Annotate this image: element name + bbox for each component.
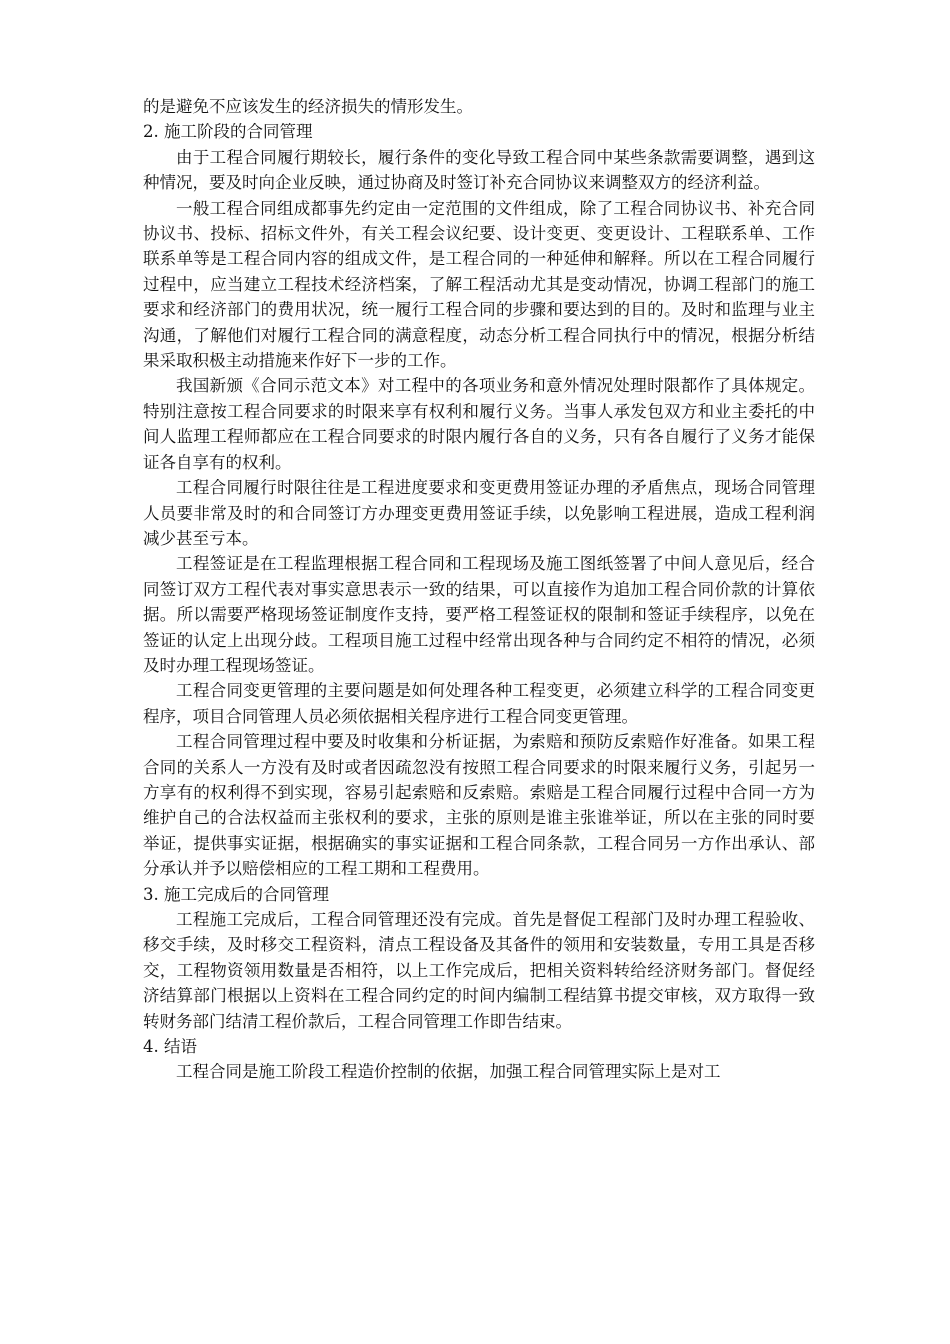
paragraph: 工程施工完成后，工程合同管理还没有完成。首先是督促工程部门及时办理工程验收、移交手续，及时移交工程资料，清点工程设备及其备件的领用和安装数量，专用工具是否移交，工程物资领用数量是否相符，以上工作完成后，把相关资料转给经济财务部门。督促经济结算部门根据以上资料在工程合同约定的时间内编制工程结算书提交审核，双方取得一致转财务部门结清工程价款后，工程合同管理工作即告结束。 <box>143 910 815 1031</box>
section-heading-4: 4. 结语 <box>143 1037 197 1057</box>
paragraph: 一般工程合同组成都事先约定由一定范围的文件组成，除了工程合同协议书、补充合同协议书、投标、招标文件外，有关工程会议纪要、设计变更、变更设计、工程联系单、工作联系单等是工程合同内容的组成文件，是工程合同的一种延伸和解释。所以在工程合同履行过程中，应当建立工程技术经济档案，了解工程活动尤其是变动情况，协调工程部门的施工要求和经济部门的费用状况，统一履行工程合同的步骤和要达到的目的。及时和监理与业主沟通，了解他们对履行工程合同的满意程度，动态分析工程合同执行中的情况，根据分析结果采取积极主动措施来作好下一步的工作。 <box>143 198 815 371</box>
paragraph: 由于工程合同履行期较长，履行条件的变化导致工程合同中某些条款需要调整，遇到这种情况，要及时向企业反映，通过协商及时签订补充合同协议来调整双方的经济利益。 <box>143 147 815 193</box>
paragraph: 工程合同管理过程中要及时收集和分析证据，为索赔和预防反索赔作好准备。如果工程合同的关系人一方没有及时或者因疏忽没有按照工程合同要求的时限来履行义务，引起另一方享有的权利得不到实现，容易引起索赔和反索赔。索赔是工程合同履行过程中合同一方为维护自己的合法权益而主张权利的要求，主张的原则是谁主张谁举证，所以在主张的同时要举证，提供事实证据，根据确实的事实证据和工程合同条款，工程合同另一方作出承认、部分承认并予以赔偿相应的工程工期和工程费用。 <box>143 732 815 879</box>
paragraph: 工程合同是施工阶段工程造价控制的依据，加强工程合同管理实际上是对工 <box>176 1062 721 1082</box>
paragraph: 工程合同变更管理的主要问题是如何处理各种工程变更，必须建立科学的工程合同变更程序，项目合同管理人员必须依据相关程序进行工程合同变更管理。 <box>143 681 815 726</box>
paragraph: 工程签证是在工程监理根据工程合同和工程现场及施工图纸签署了中间人意见后，经合同签订双方工程代表对事实意思表示一致的结果，可以直接作为追加工程合同价款的计算依据。所以需要严格现场签证制度作支持，要严格工程签证权的限制和签证手续程序，以免在签证的认定上出现分歧。工程项目施工过程中经常出现各种与合同约定不相符的情况，必须及时办理工程现场签证。 <box>143 554 815 675</box>
section-heading-2: 2. 施工阶段的合同管理 <box>143 122 313 142</box>
paragraph: 我国新颁《合同示范文本》对工程中的各项业务和意外情况处理时限都作了具体规定。特别注意按工程合同要求的时限来享有权利和履行义务。当事人承发包双方和业主委托的中间人监理工程师都应在工程合同要求的时限内履行各自的义务，只有各自履行了义务才能保证各自享有的权利。 <box>143 376 815 472</box>
paragraph-continuation: 的是避免不应该发生的经济损失的情形发生。 <box>143 97 473 116</box>
section-heading-3: 3. 施工完成后的合同管理 <box>143 884 329 904</box>
paragraph: 工程合同履行时限往往是工程进度要求和变更费用签证办理的矛盾焦点，现场合同管理人员要非常及时的和合同签订方办理变更费用签证手续，以免影响工程进展，造成工程利润减少甚至亏本。 <box>143 478 815 548</box>
document-body <box>143 94 815 1085</box>
